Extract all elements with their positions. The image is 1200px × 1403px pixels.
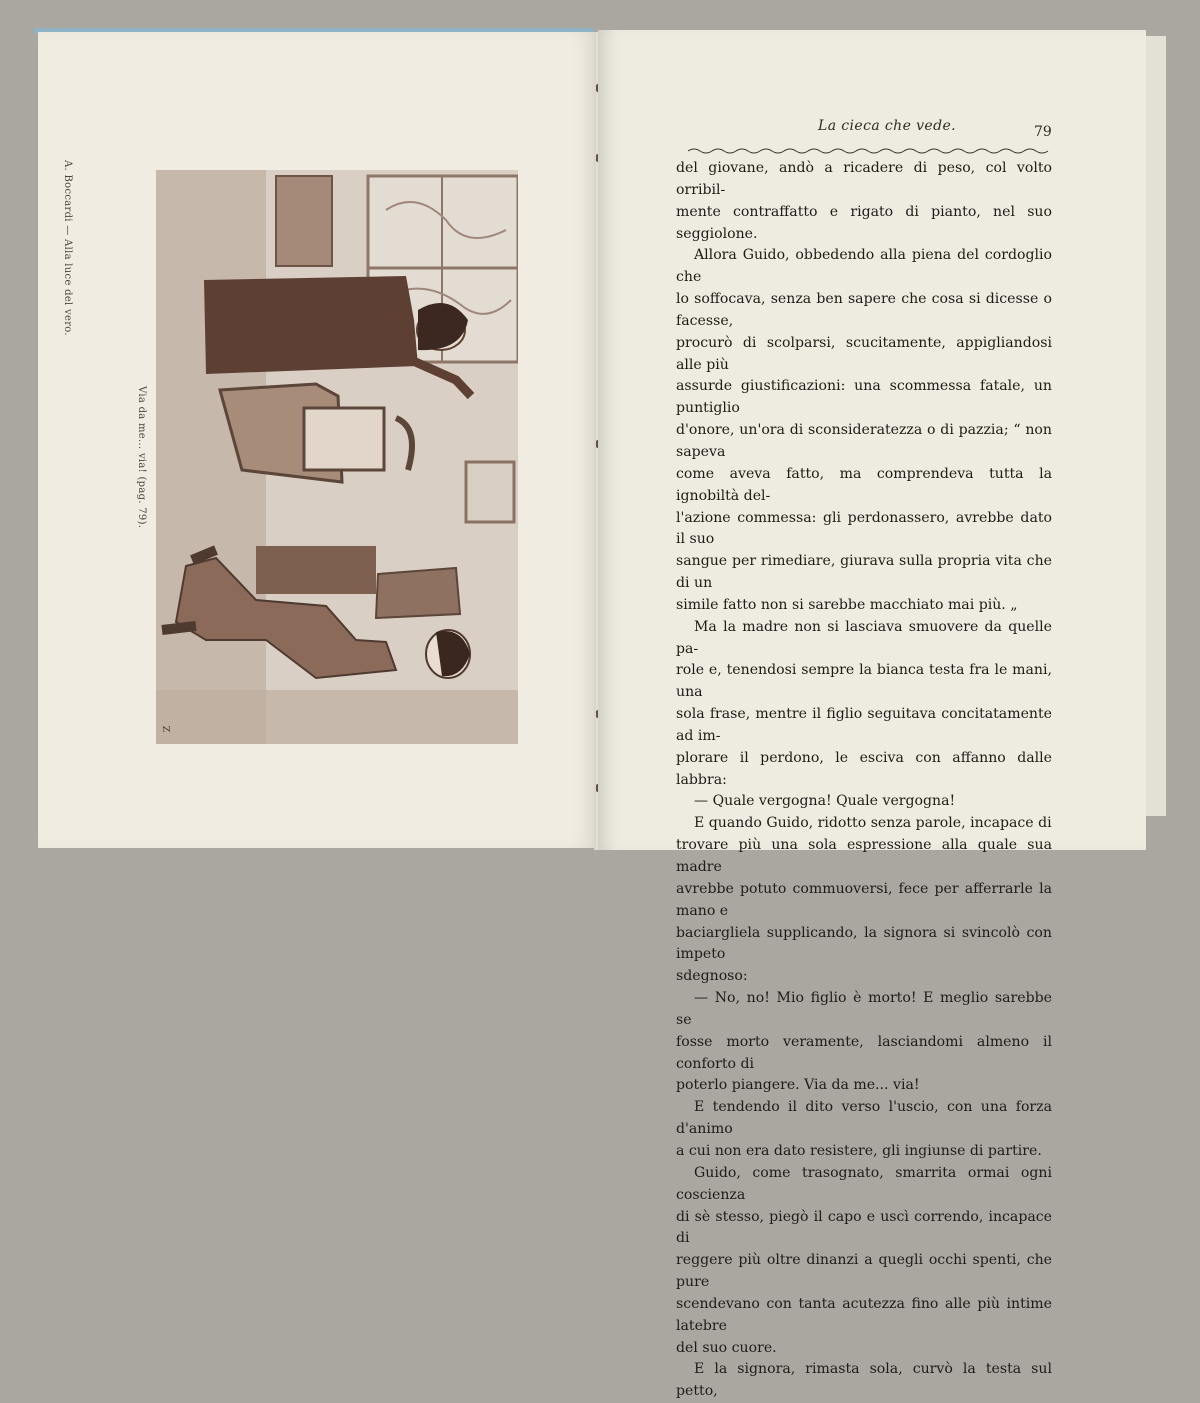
text-line: d'onore, un'ora di sconsideratezza o di pazzia; “ non sapeva — [676, 422, 1052, 460]
text-line: E quando Guido, ridotto senza parole, incapace di — [694, 815, 1052, 832]
text-line: avrebbe potuto commuoversi, fece per afferrarle la mano e — [676, 880, 1052, 919]
text-line: baciargliela supplicando, la signora si svincolò con impeto — [676, 924, 1052, 963]
text-line: plorare il perdono, le esciva con affanno dalle labbra: — [676, 749, 1052, 788]
text-line: assurde giustificazioni: una scommessa fatale, un puntiglio — [676, 378, 1052, 417]
plate-signature: Z — [160, 725, 171, 733]
text-line: l'azione commessa: gli perdonassero, avrebbe dato il suo — [676, 509, 1052, 548]
text-line: sola frase, mentre il figlio seguitava concitatamente ad im- — [676, 706, 1052, 744]
page-number: 79 — [1034, 124, 1052, 140]
plate-caption: Via da me... via! (pag. 79). — [136, 386, 147, 529]
text-line: lo soffocava, senza ben sapere che cosa si dicesse o facesse, — [676, 291, 1052, 329]
text-line: del giovane, andò a ricadere di peso, col volto orribil- — [676, 160, 1052, 198]
running-header-title: La cieca che vede. — [818, 118, 957, 134]
text-line: Guido, come trasognato, smarrita ormai ogni coscienza — [676, 1164, 1052, 1203]
illustration-plate — [156, 170, 518, 744]
ornamental-rule — [688, 146, 1052, 156]
text-line: come aveva fatto, ma comprendeva tutta la ignobiltà del- — [676, 465, 1052, 504]
text-line: reggere più oltre dinanzi a quegli occhi spenti, che pure — [676, 1252, 1052, 1291]
text-line: scendevano con tanta acutezza fino alle più intime latebre — [676, 1295, 1052, 1334]
text-line: — Quale vergogna! Quale vergogna! — [694, 793, 956, 810]
text-line: fosse morto veramente, lasciandomi almeno il conforto di — [676, 1033, 1052, 1072]
text-line: simile fatto non si sarebbe macchiato mai più. „ — [676, 596, 1018, 613]
text-line: role e, tenendosi sempre la bianca testa fra le mani, una — [676, 662, 1052, 701]
text-line: E tendendo il dito verso l'uscio, con una forza d'animo — [676, 1099, 1052, 1138]
text-line: mente contraffatto e rigato di pianto, nel suo seggiolone. — [676, 203, 1052, 242]
text-line: — No, no! Mio figlio è morto! E meglio sarebbe se — [676, 990, 1052, 1028]
text-line: Allora Guido, obbedendo alla piena del cordoglio che — [676, 247, 1052, 286]
text-line: di sè stesso, piegò il capo e uscì correndo, incapace di — [676, 1208, 1052, 1247]
body-text — [676, 158, 1052, 1403]
text-line: sdegnoso: — [676, 968, 748, 985]
text-line: a cui non era dato resistere, gli ingiunse di partire. — [676, 1142, 1042, 1159]
text-line: trovare più una sola espressione alla quale sua madre — [676, 837, 1052, 875]
engraving-illustration — [156, 170, 518, 744]
text-line: Ma la madre non si lasciava smuovere da quelle pa- — [676, 618, 1052, 657]
text-line: E la signora, rimasta sola, curvò la testa sul petto, — [676, 1361, 1052, 1400]
text-line: sangue per rimediare, giurava sulla propria vita che di un — [676, 553, 1052, 592]
text-line: del suo cuore. — [676, 1339, 777, 1356]
running-caption: A. Boccardi — Alla luce del vero. — [62, 160, 73, 336]
text-line: poterlo piangere. Via da me... via! — [676, 1077, 920, 1094]
text-line: procurò di scolparsi, scucitamente, appigliandosi alle più — [676, 334, 1052, 373]
